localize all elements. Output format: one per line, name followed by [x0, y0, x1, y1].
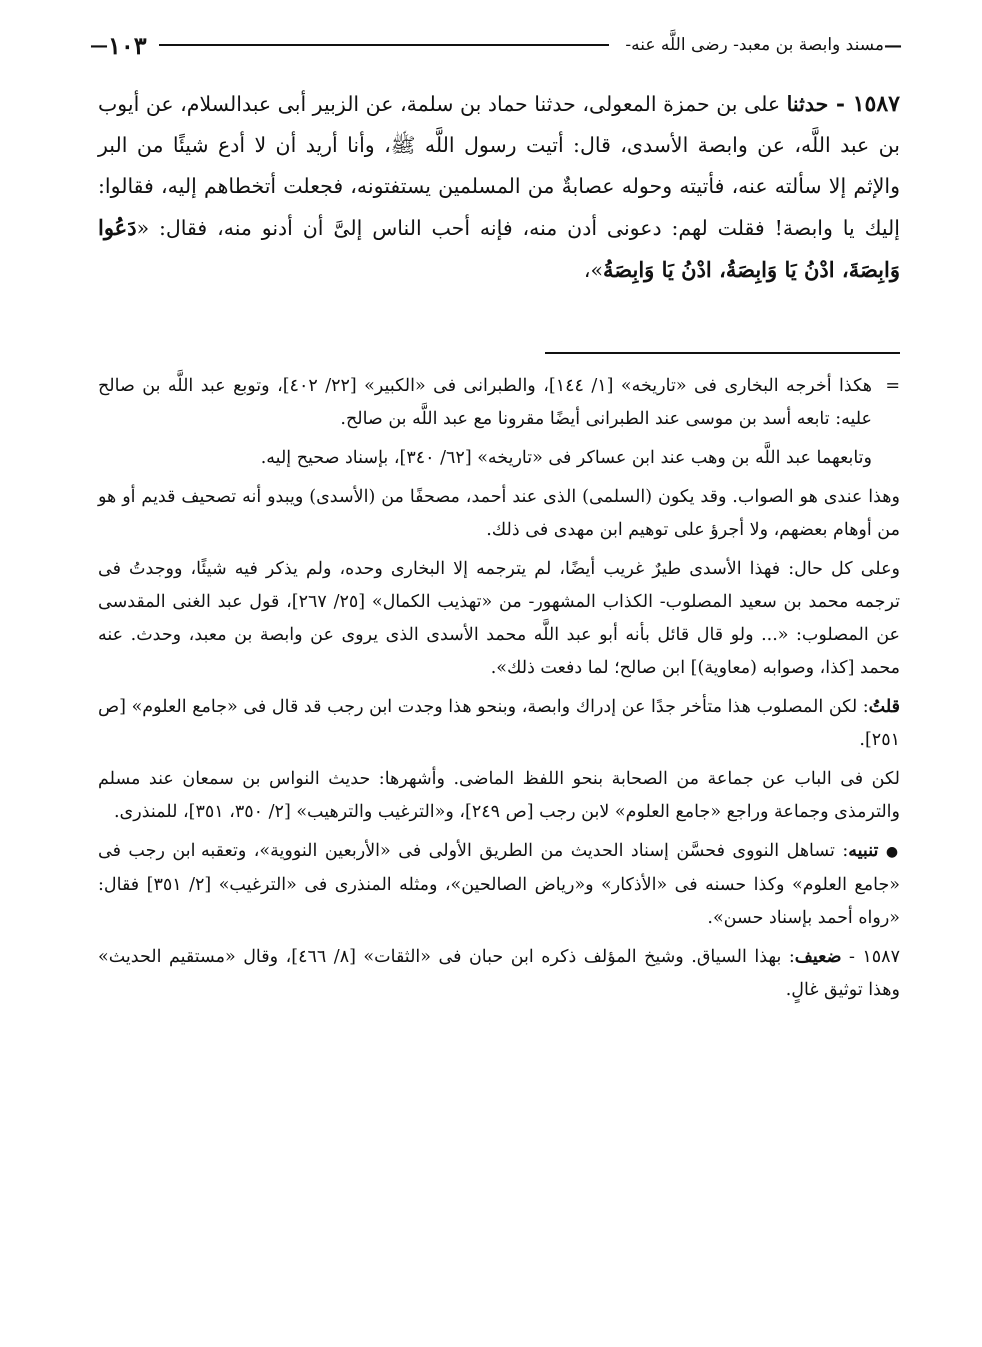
footnote-text: شيئًا، ووجدتُ فى ترجمه محمد بن سعيد المصلوب- الكذاب المشهور- من «تهذيب الكمال» [٢٥/ ٢٦٧]، قول عبد الغنى المقدسى عن المصلوب: «... ولو قال قائل بأنه أبو عبد اللَّه محمد الأسدى الذى يروى عن وابصة بن معبد، وحدث. عنه محمد [كذا، وصوابه (معاوية)] ابن صالح؛ لما دفعت ذلك».: [98, 559, 901, 678]
grade-label: ضعيف: [794, 947, 842, 967]
footnote-text: عبد اللَّه بن صالح عليه: تابعه أسد بن موسى عند الطبرانى أيضًا مقرونا مع عبد اللَّه بن صالح.: [98, 376, 872, 429]
footnote-text: وعلى كل حال: فهذا الأسدى طيرٌ غريب أيضًا، لم يترجمه إلا البخارى وحده، ولم يذكر فيه: [234, 559, 900, 579]
footnote-text: «مستقيم الحديث» وهذا توثيق غالٍ.: [98, 947, 900, 1000]
footnote-text: وهذا عندى هو الصواب. وقد يكون (السلمى) الذى عند أحمد، مصحفًا من (الأسدى) ويبدو: [267, 487, 900, 507]
footnote-paragraph-7: [98, 835, 900, 935]
hadith-dash: -: [828, 91, 853, 117]
footnote-text: : بهذا السياق. وشيخ المؤلف ذكره ابن حبان فى «الثقات» [٨/ ٤٦٦]، وقال: [243, 947, 795, 967]
hadith-body: على بن حمزة المعولى، حدثنا حماد بن سلمة، عن الزبير أبى عبدالسلام، عن أيوب بن عبد اللَّه، عن وابصة الأسدى، قال: أتيت رسول اللَّه ﷺ، وأنا أريد أن لا أدع شيئًا من البر والإثم إلا سألته عنه، فأتيته وحوله عصابةٌ من المسلمين يستفتونه، فجعلت أتخطاهم إليه، فقالوا: إليك يا وابصة! فقلت لهم: دعونى أدن منه، فإنه أحب الناس إلىَّ أن أدنو منه، فقال: «: [98, 92, 900, 240]
continuation-marker: =: [885, 376, 900, 396]
main-hadith-text: [98, 84, 900, 291]
running-title: مسند وابصة بن معبد- رضى اللَّه عنه-: [625, 35, 884, 55]
page-number: ١٠٣: [108, 30, 147, 60]
footnote-paragraph-3: [98, 481, 900, 547]
footnote-text: هكذا أخرجه البخارى فى «تاريخه» [١/ ١٤٤]، والطبرانى فى «الكبير» [٢٢/ ٤٠٢]، وتوبع: [233, 376, 872, 396]
footnotes: [98, 370, 900, 1013]
footnote-paragraph-2: [98, 442, 900, 475]
footnote-paragraph-8: [98, 941, 900, 1007]
page-header: [90, 28, 902, 62]
footnote-text: وتعقبه ابن رجب فى «جامع العلوم» وكذا حسنه فى «الأذكار» و«رياض الصالحين»، ومثله المنذرى فى «الترغيب» [٢/ ٣٥١] فقال: «رواه أحمد بإسناد حسن».: [98, 841, 900, 928]
bullet-icon: ●: [885, 844, 900, 860]
hadith-head-word: حدثنا: [786, 92, 829, 116]
footnote-hadith-number: ١٥٨٧: [862, 947, 900, 967]
footnote-text: : تساهل النووى فحسَّن إسناد الحديث من الطريق الأولى فى «الأربعين النووية»،: [253, 841, 849, 861]
footnote-paragraph-5: [98, 691, 900, 757]
note-label: قلتُ: [868, 697, 900, 717]
footnote-text: وتابعهما عبد اللَّه بن وهب عند ابن عساكر فى «تاريخه» [٦٢/ ٣٤٠]، بإسناد صحيح إليه.: [260, 448, 872, 468]
footnote-paragraph-6: [98, 763, 900, 829]
footnote-paragraph-4: [98, 553, 900, 685]
prophetic-quote: دَعُوا وَابِصَةَ، ادْنُ يَا وَابِصَةُ، ادْنُ يَا وَابِصَةُ: [98, 215, 900, 282]
tanbih-label: تنبيه: [848, 841, 879, 861]
header-dash-right: —: [884, 34, 902, 56]
header-dash-left: —: [90, 34, 108, 56]
hadith-end: »،: [583, 258, 603, 282]
footnote-text: سمعان عند مسلم والترمذى وجماعة وراجع «جامع العلوم» لابن رجب [ص ٢٤٩]، و«الترغيب والترهيب» [٢/ ٣٥٠، ٣٥١]، للمنذرى.: [98, 769, 900, 822]
footnote-text: لكن فى الباب عن جماعة من الصحابة بنحو اللفظ الماضى. وأشهرها: حديث النواس بن: [242, 769, 900, 789]
footnote-text: فى «جامع العلوم» [ص ٢٥١].: [98, 697, 900, 750]
footnote-dash: -: [841, 947, 863, 967]
hadith-number: ١٥٨٧: [852, 91, 900, 117]
header-rule: [159, 44, 610, 46]
footnote-separator: [545, 352, 900, 354]
footnote-text: أنه تصحيف قديم أو هو من أوهام بعضهم، ولا أجرؤ على توهيم ابن مهدى فى ذلك.: [98, 487, 900, 540]
footnote-paragraph-1: [98, 370, 900, 436]
footnote-text: : لكن المصلوب هذا متأخر جدًا عن إدراك وابصة، وبنحو هذا وجدت ابن رجب قد قال: [271, 697, 869, 717]
